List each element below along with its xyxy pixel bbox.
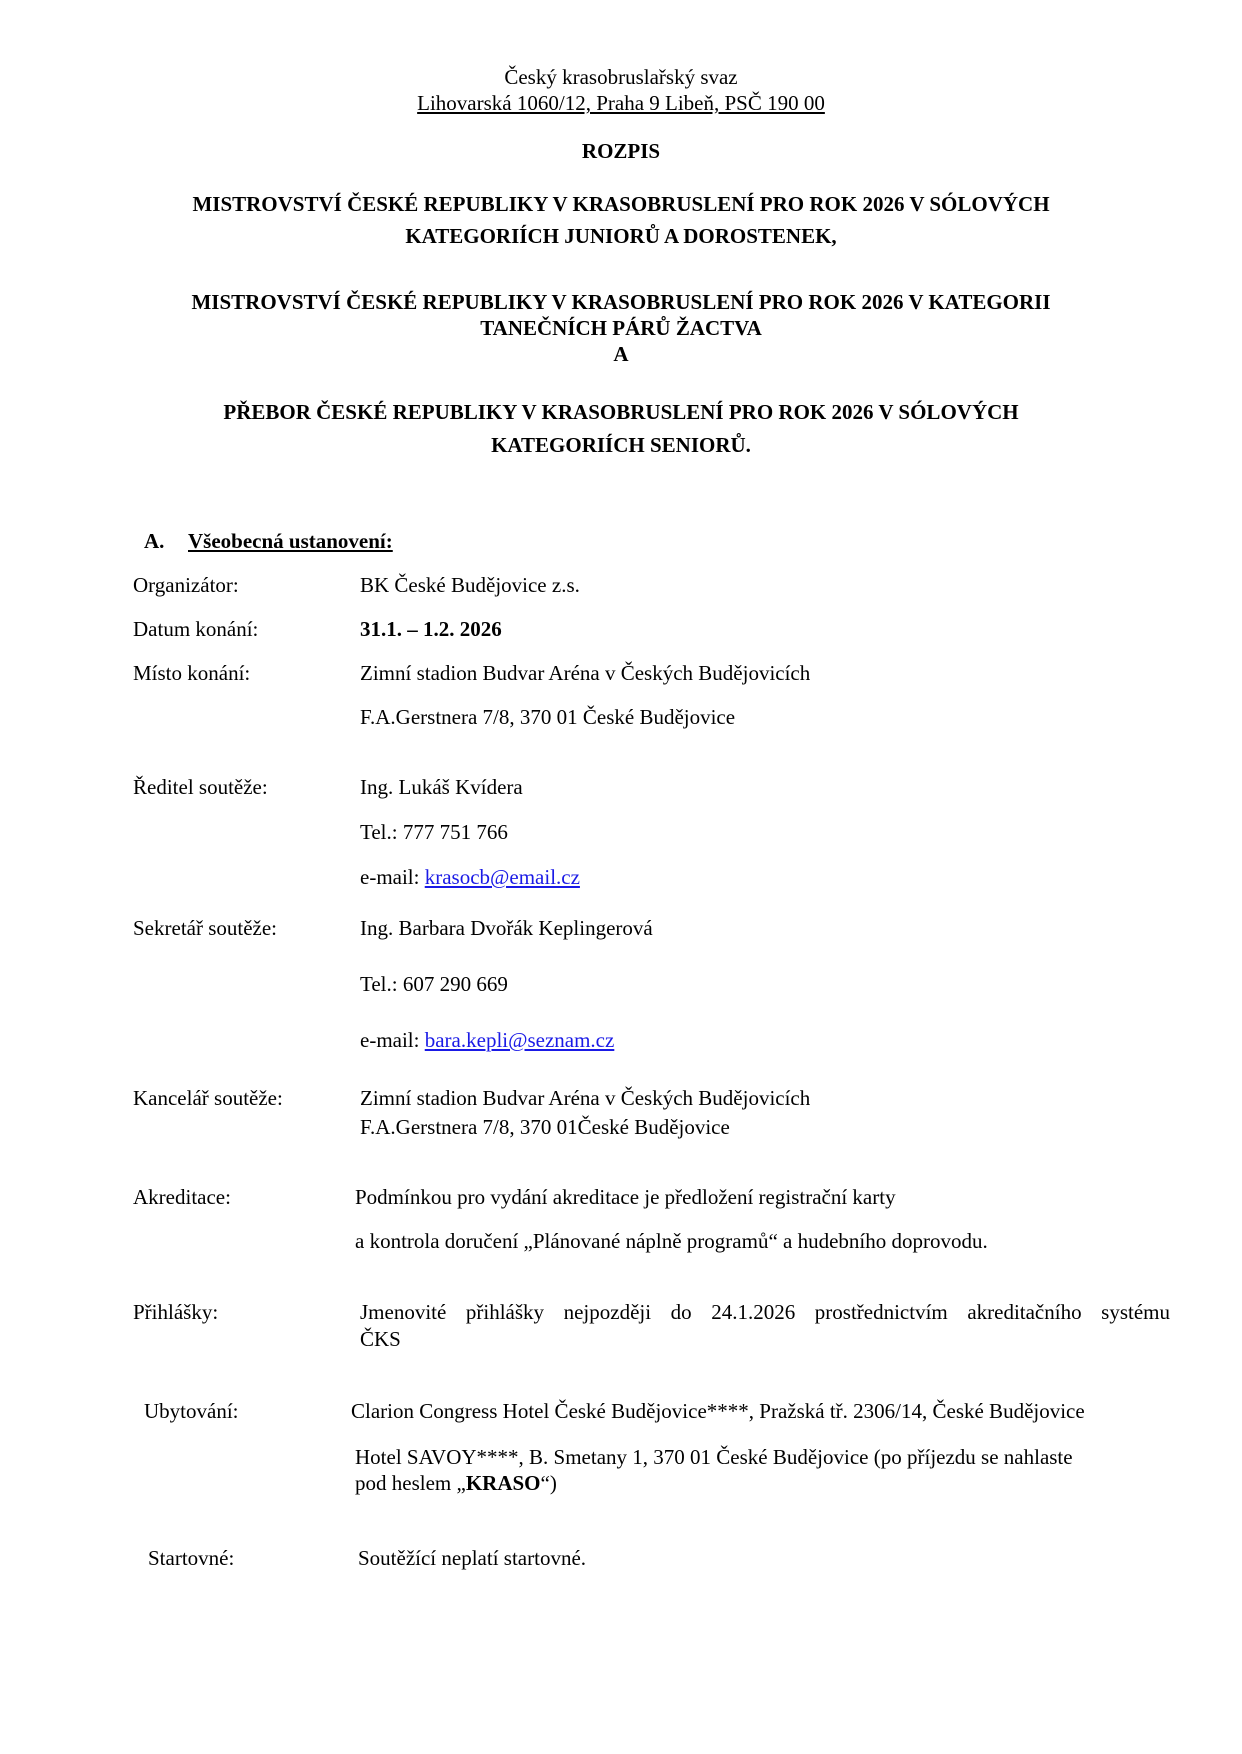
entries-line1: Jmenovité přihlášky nejpozději do 24.1.2026 prostřednictvím akreditačního systému [360, 1300, 1170, 1324]
secretary-email-link[interactable]: bara.kepli@seznam.cz [424, 1028, 615, 1052]
entries-label: Přihlášky: [133, 1300, 219, 1324]
accreditation-line2: a kontrola doručení „Plánované náplně programů“ a hudebního doprovodu. [355, 1229, 988, 1253]
org-address: Lihovarská 1060/12, Praha 9 Libeň, PSČ 190 00 [417, 91, 825, 115]
hotel2-line1: Hotel SAVOY****, B. Smetany 1, 370 01 České Budějovice (po příjezdu se nahlaste [355, 1445, 1073, 1469]
office-line1: Zimní stadion Budvar Aréna v Českých Budějovicích [360, 1086, 811, 1110]
hotel2-line2 [355, 1470, 557, 1496]
director-email-link[interactable]: krasocb@email.cz [424, 865, 580, 889]
title-part1-line2: KATEGORIÍCH JUNIORŮ A DOROSTENEK, [405, 224, 837, 248]
director-tel: Tel.: 777 751 766 [360, 820, 508, 844]
hotel2-line2-prefix: pod heslem „ [355, 1471, 466, 1495]
title-part3-line2: KATEGORIÍCH SENIORŮ. [491, 433, 751, 457]
section-a-letter: A. [144, 529, 165, 553]
office-label: Kancelář soutěže: [133, 1086, 283, 1110]
secretary-email-prefix: e-mail: [360, 1028, 420, 1052]
organizer-label: Organizátor: [133, 573, 239, 597]
organizer-value: BK České Budějovice z.s. [360, 573, 580, 597]
hotel1: Clarion Congress Hotel České Budějovice****, Pražská tř. 2306/14, České Budějovice [351, 1399, 1085, 1423]
secretary-tel: Tel.: 607 290 669 [360, 972, 508, 996]
title-part3-line1: PŘEBOR ČESKÉ REPUBLIKY V KRASOBRUSLENÍ PRO ROK 2026 V SÓLOVÝCH [223, 400, 1019, 424]
office-line2: F.A.Gerstnera 7/8, 370 01České Budějovice [360, 1115, 730, 1139]
secretary-email-row [360, 1027, 614, 1053]
doc-title: ROZPIS [581, 139, 661, 163]
entry-fee-label: Startovné: [148, 1546, 235, 1570]
hotel2-line2-suffix: “) [540, 1471, 557, 1495]
director-email-row [360, 864, 580, 890]
date-label: Datum konání: [133, 617, 259, 641]
director-email-prefix: e-mail: [360, 865, 420, 889]
org-name: Český krasobruslařský svaz [504, 65, 738, 89]
venue-label: Místo konání: [133, 661, 251, 685]
title-conjunction: A [613, 342, 629, 366]
director-label: Ředitel soutěže: [133, 775, 268, 799]
accreditation-label: Akreditace: [133, 1185, 231, 1209]
venue-line2: F.A.Gerstnera 7/8, 370 01 České Budějovice [360, 705, 736, 729]
accreditation-line1: Podmínkou pro vydání akreditace je předložení registrační karty [355, 1185, 896, 1209]
section-a-heading: Všeobecná ustanovení: [188, 529, 393, 553]
title-part2-line1: MISTROVSTVÍ ČESKÉ REPUBLIKY V KRASOBRUSLENÍ PRO ROK 2026 V KATEGORII [191, 290, 1051, 314]
venue-line1: Zimní stadion Budvar Aréna v Českých Budějovicích [360, 661, 811, 685]
hotel2-password: KRASO [465, 1471, 541, 1495]
secretary-label: Sekretář soutěže: [133, 916, 278, 940]
title-part1-line1: MISTROVSTVÍ ČESKÉ REPUBLIKY V KRASOBRUSLENÍ PRO ROK 2026 V SÓLOVÝCH [192, 192, 1050, 216]
secretary-name: Ing. Barbara Dvořák Keplingerová [360, 916, 653, 940]
entries-line2: ČKS [360, 1327, 401, 1351]
title-part2-line2: TANEČNÍCH PÁRŮ ŽACTVA [480, 316, 762, 340]
entry-fee-value: Soutěžící neplatí startovné. [358, 1546, 587, 1570]
director-name: Ing. Lukáš Kvídera [360, 775, 523, 799]
accommodation-label: Ubytování: [144, 1399, 239, 1423]
date-value: 31.1. – 1.2. 2026 [360, 617, 502, 641]
